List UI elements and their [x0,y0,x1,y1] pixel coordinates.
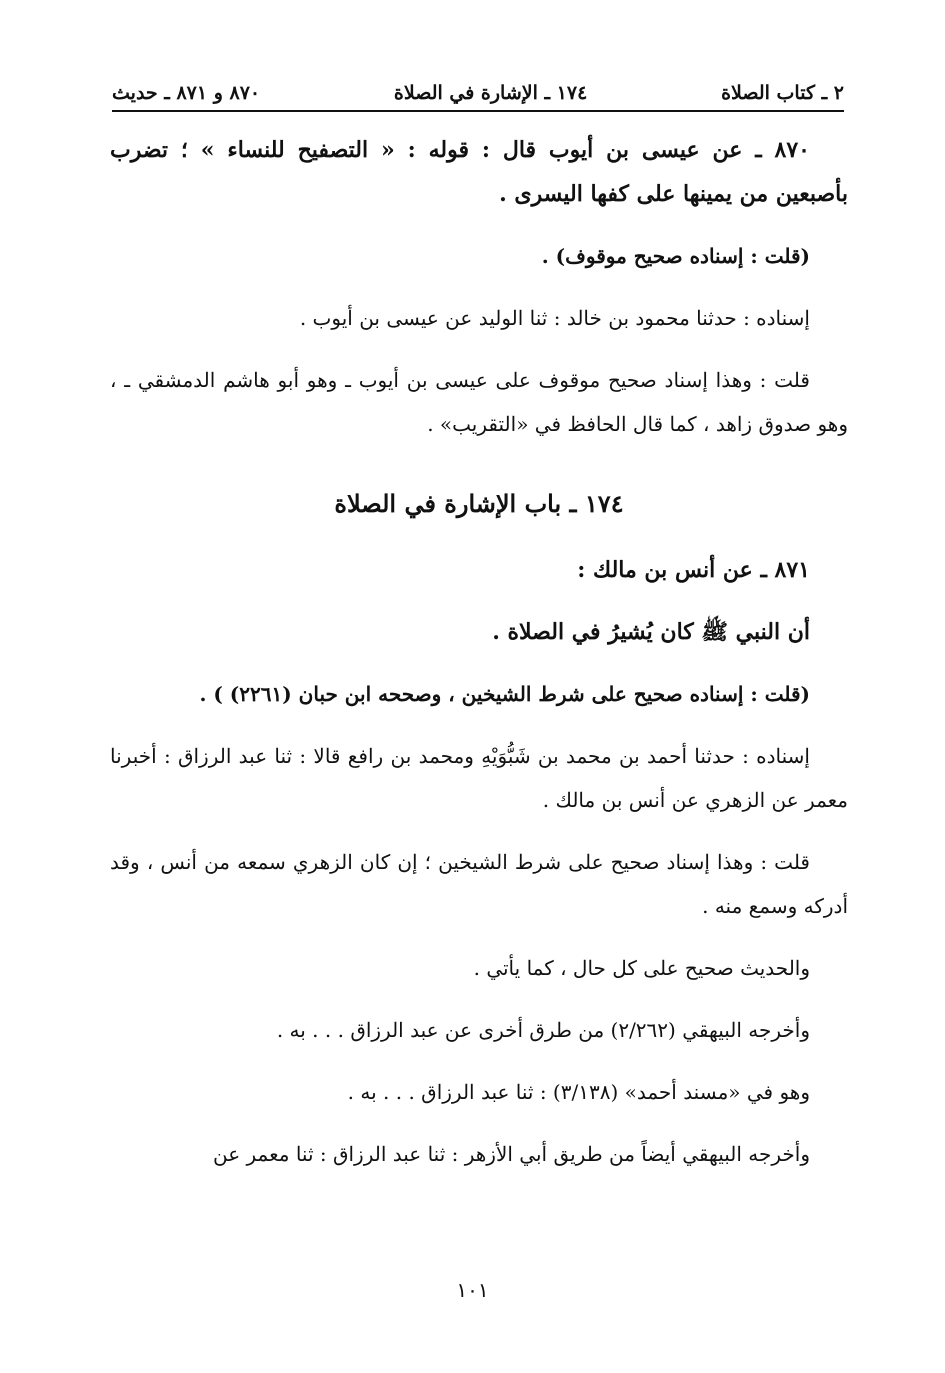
section-title: ١٧٤ ـ باب الإشارة في الصلاة [334,489,624,518]
hadith-871-commentary: قلت : وهذا إسناد صحيح على شرط الشيخين ؛ إن كان الزهري سمعه من أنس ، وقد أدركه وسمع منه . [110,850,848,918]
header-section: ١٧٤ ـ الإشارة في الصلاة [393,82,588,104]
hadith-871-grading: (قلت : إسناده صحيح على شرط الشيخين ، وصححه ابن حبان (٢٢٦١) ) . [199,682,810,706]
hadith-871-narrator: ٨٧١ ـ عن أنس بن مالك : [577,557,810,583]
header-chapter: ٢ ـ كتاب الصلاة [721,82,844,104]
hadith-871-note-2: وأخرجه البيهقي (٢/٢٦٢) من طرق أخرى عن عبد الرزاق . . . به . [276,1018,810,1042]
hadith-871-isnad: إسناده : حدثنا أحمد بن محمد بن شَبُّوَيْهِ ومحمد بن رافع قالا : ثنا عبد الرزاق : أخبرنا معمر عن الزهري عن أنس بن مالك . [110,744,848,812]
hadith-870-text: ٨٧٠ ـ عن عيسى بن أيوب قال : قوله : « التصفيح للنساء » ؛ تضرب بأصبعين من يمينها على كفها اليسرى . [110,137,848,207]
hadith-871-note-1: والحديث صحيح على كل حال ، كما يأتي . [473,956,810,980]
page-number: ١٠١ [456,1278,489,1302]
hadith-871-text: أن النبي ﷺ كان يُشيرُ في الصلاة . [492,619,810,645]
hadith-870-commentary: قلت : وهذا إسناد صحيح موقوف على عيسى بن أيوب ـ وهو أبو هاشم الدمشقي ـ ، وهو صدوق زاهد ، كما قال الحافظ في «التقريب» . [110,368,848,436]
page-body [110,128,848,1194]
running-header [112,70,844,112]
hadith-871-note-4: وأخرجه البيهقي أيضاً من طريق أبي الأزهر : ثنا عبد الرزاق : ثنا معمر عن [213,1142,810,1166]
header-hadith-numbers: ٨٧٠ و ٨٧١ ـ حديث [112,82,261,104]
hadith-870-grading: (قلت : إسناده صحيح موقوف) . [541,244,810,268]
hadith-871-note-3: وهو في «مسند أحمد» (٣/١٣٨) : ثنا عبد الرزاق . . . به . [347,1080,810,1104]
hadith-870-isnad: إسناده : حدثنا محمود بن خالد : ثنا الوليد عن عيسى بن أيوب . [299,306,810,330]
